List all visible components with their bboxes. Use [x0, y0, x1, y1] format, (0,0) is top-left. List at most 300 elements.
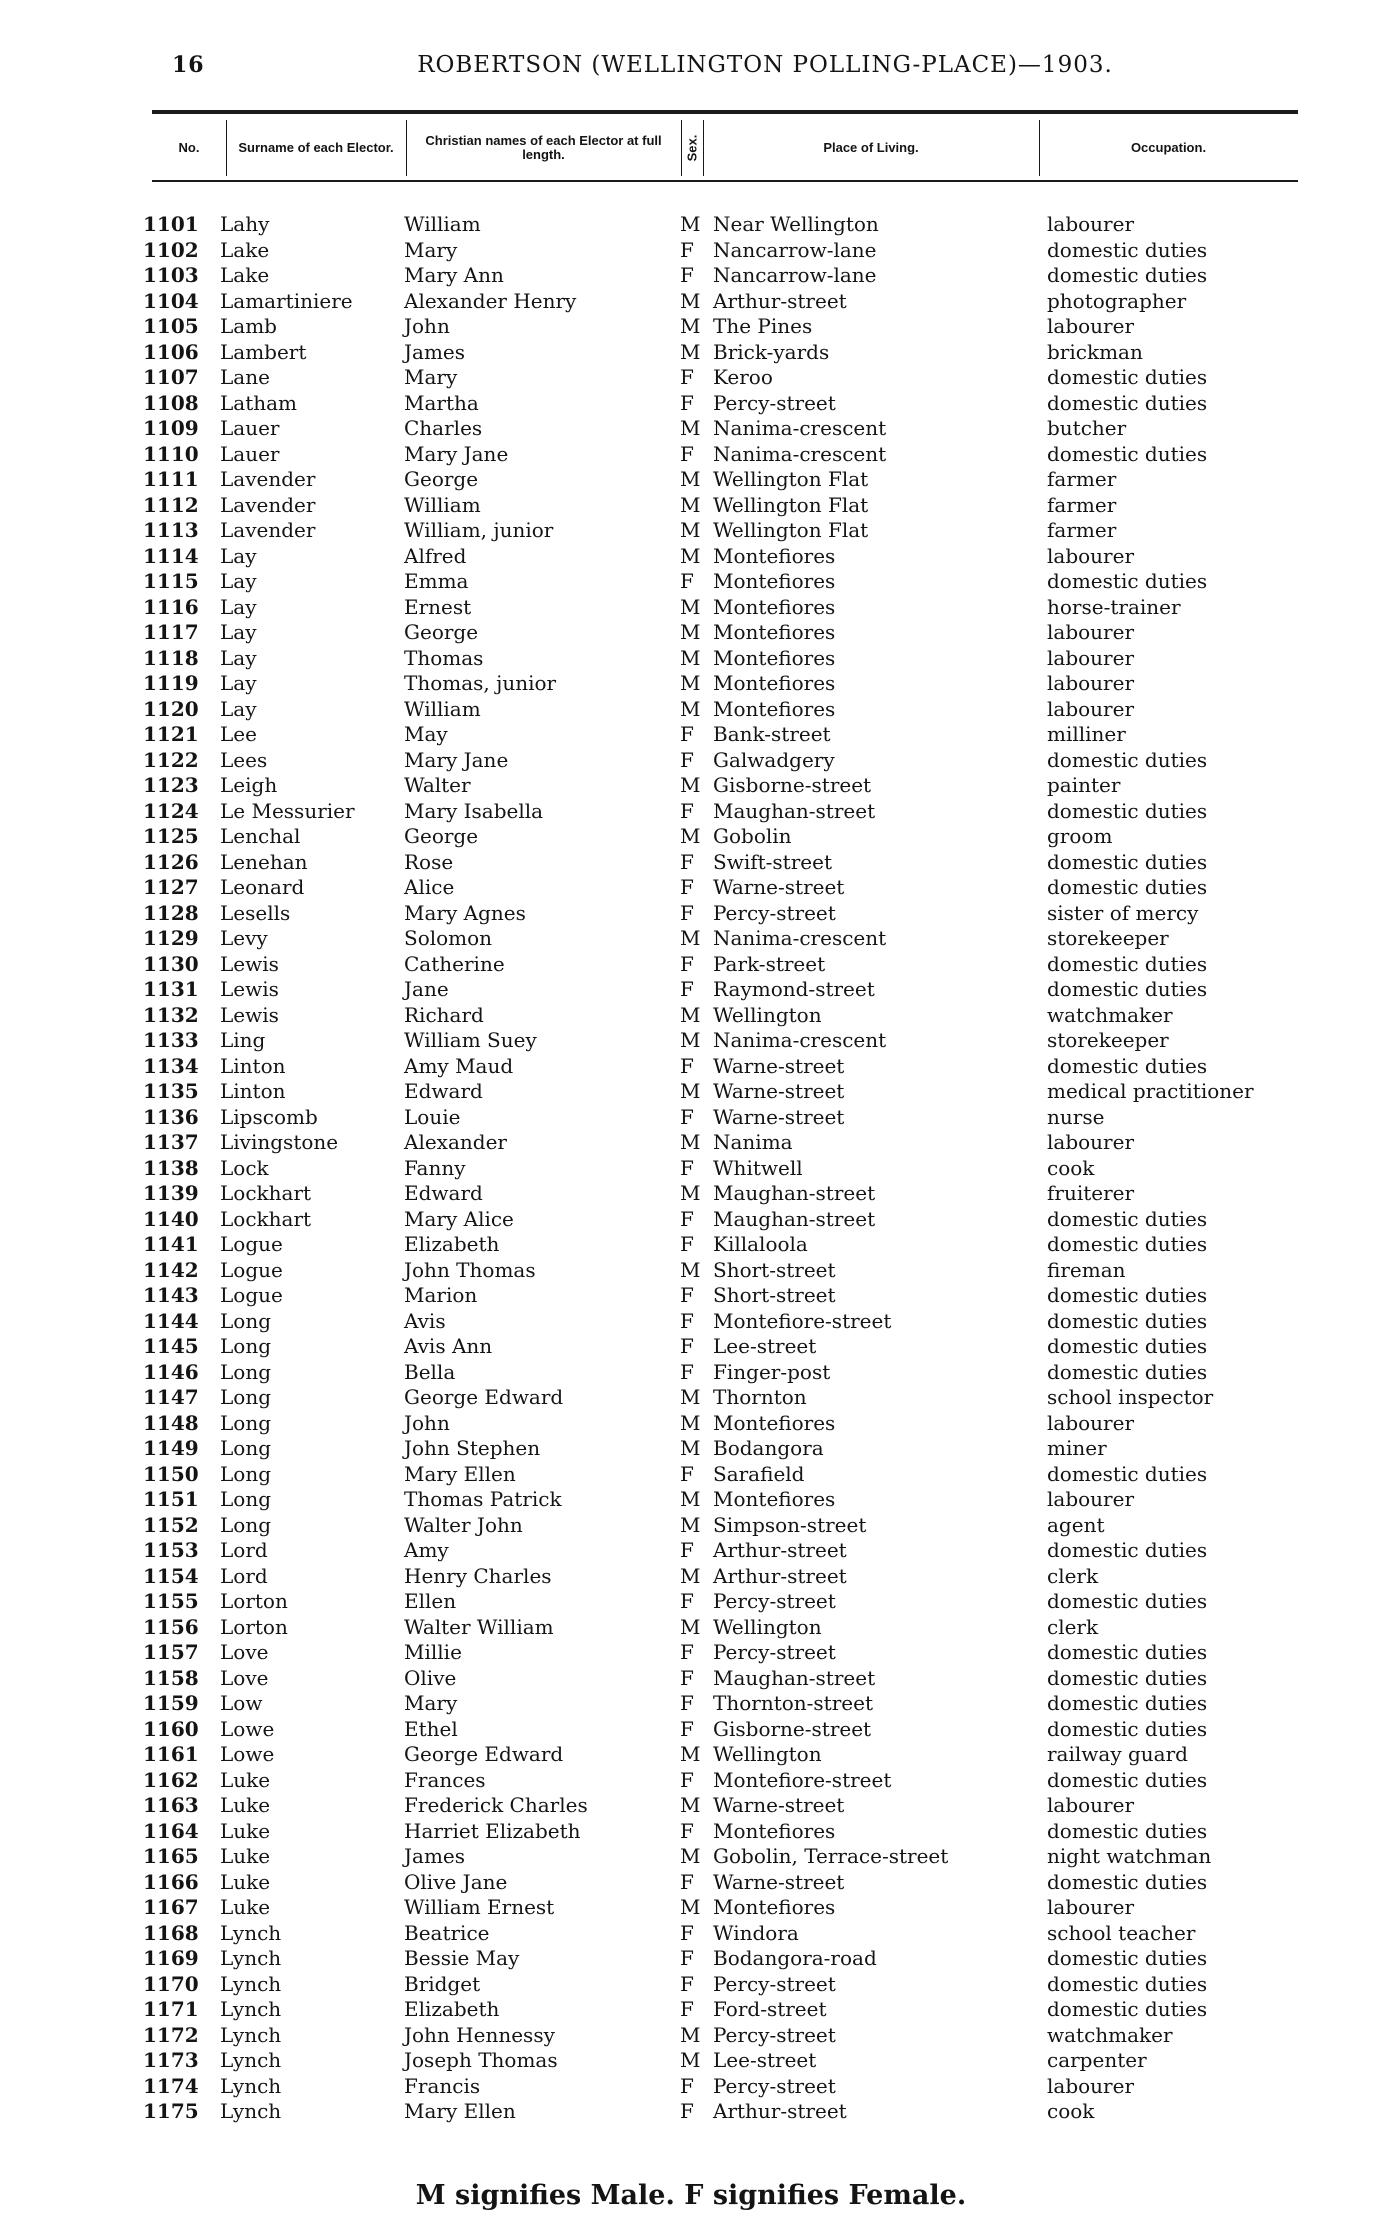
elector-christian-names: Mary Jane: [404, 747, 509, 772]
elector-christian-names: Mary Isabella: [404, 798, 544, 823]
table-row: [0, 1972, 1382, 1998]
elector-occupation: domestic duties: [1047, 1997, 1208, 2021]
elector-christian-names: Rose: [404, 849, 454, 874]
table-row: [0, 2023, 1382, 2049]
elector-sex: F: [680, 1869, 694, 1894]
elector-surname: Lay: [220, 543, 257, 568]
elector-number: 1158: [143, 1665, 199, 1690]
table-row: [0, 1207, 1382, 1233]
elector-surname: Lay: [220, 645, 257, 670]
elector-number: 1123: [143, 773, 199, 797]
elector-sex: F: [680, 1359, 694, 1384]
elector-christian-names: William: [404, 212, 481, 236]
col-header-sex-text: Sex.: [684, 134, 699, 162]
elector-occupation: agent: [1047, 1512, 1105, 1537]
elector-christian-names: Thomas Patrick: [404, 1487, 562, 1511]
elector-occupation: farmer: [1047, 492, 1117, 517]
elector-place: Swift-street: [713, 849, 832, 874]
elector-number: 1170: [143, 1971, 199, 1996]
table-row: [0, 467, 1382, 493]
elector-number: 1139: [143, 1181, 199, 1205]
elector-place: Warne-street: [713, 1793, 845, 1817]
elector-sex: M: [680, 645, 701, 670]
elector-sex: F: [680, 237, 694, 262]
elector-place: Percy-street: [713, 390, 836, 415]
elector-christian-names: George: [404, 620, 479, 644]
elector-surname: Lynch: [220, 1997, 282, 2021]
elector-occupation: domestic duties: [1047, 1767, 1208, 1792]
table-row: [0, 263, 1382, 289]
elector-christian-names: Alexander: [404, 1130, 507, 1154]
elector-number: 1129: [143, 926, 199, 950]
elector-occupation: domestic duties: [1047, 1232, 1208, 1256]
elector-number: 1150: [143, 1461, 199, 1486]
elector-occupation: labourer: [1047, 671, 1135, 695]
elector-number: 1141: [143, 1232, 199, 1256]
elector-surname: Lorton: [220, 1589, 288, 1613]
table-row: [0, 544, 1382, 570]
elector-occupation: farmer: [1047, 467, 1117, 491]
elector-occupation: domestic duties: [1047, 849, 1208, 874]
elector-surname: Lauer: [220, 416, 280, 440]
elector-place: Wellington Flat: [713, 467, 869, 491]
elector-surname: Luke: [220, 1767, 271, 1792]
table-row: [0, 1793, 1382, 1819]
elector-christian-names: Bella: [404, 1359, 456, 1384]
elector-christian-names: Amy Maud: [404, 1053, 514, 1078]
elector-number: 1115: [143, 569, 199, 593]
table-row: [0, 1717, 1382, 1743]
elector-sex: M: [680, 1130, 701, 1154]
elector-sex: M: [680, 1742, 701, 1766]
table-row: [0, 1997, 1382, 2023]
elector-place: Arthur-street: [713, 1538, 847, 1562]
elector-sex: F: [680, 1767, 694, 1792]
elector-christian-names: Edward: [404, 1079, 483, 1103]
elector-christian-names: Mary Ellen: [404, 2099, 516, 2123]
page-title: ROBERTSON (WELLINGTON POLLING-PLACE)—1903.: [417, 52, 1113, 78]
elector-surname: Luke: [220, 1844, 271, 1868]
elector-christian-names: May: [404, 722, 448, 746]
elector-christian-names: Mary Ann: [404, 263, 504, 287]
elector-number: 1151: [143, 1487, 199, 1511]
elector-sex: F: [680, 1461, 694, 1486]
elector-surname: Lavender: [220, 492, 316, 517]
elector-sex: M: [680, 824, 701, 848]
elector-occupation: domestic duties: [1047, 441, 1208, 466]
elector-occupation: labourer: [1047, 1793, 1135, 1817]
elector-place: Gisborne-street: [713, 1716, 872, 1741]
elector-surname: Lay: [220, 620, 257, 644]
elector-number: 1145: [143, 1334, 199, 1358]
table-row: [0, 1309, 1382, 1335]
elector-occupation: sister of mercy: [1047, 900, 1199, 925]
elector-number: 1149: [143, 1436, 199, 1460]
table-row: [0, 1768, 1382, 1794]
elector-place: Whitwell: [713, 1155, 803, 1180]
elector-christian-names: Thomas, junior: [404, 671, 557, 695]
elector-number: 1148: [143, 1410, 199, 1435]
elector-occupation: butcher: [1047, 416, 1127, 440]
elector-surname: Love: [220, 1640, 269, 1664]
elector-surname: Lord: [220, 1563, 268, 1588]
elector-sex: F: [680, 1691, 694, 1715]
page-header: [0, 52, 1382, 84]
elector-number: 1119: [143, 671, 199, 695]
elector-number: 1159: [143, 1691, 199, 1715]
elector-place: Short-street: [713, 1283, 836, 1307]
elector-christian-names: Alice: [404, 875, 455, 899]
elector-surname: Lenchal: [220, 824, 301, 848]
elector-christian-names: John Stephen: [404, 1436, 541, 1460]
elector-surname: Levy: [220, 926, 268, 950]
elector-place: Short-street: [713, 1257, 836, 1282]
elector-surname: Lauer: [220, 441, 280, 466]
elector-sex: M: [680, 2022, 701, 2047]
elector-place: Windora: [713, 1920, 799, 1945]
elector-sex: F: [680, 1334, 694, 1358]
table-row: [0, 595, 1382, 621]
elector-sex: F: [680, 365, 694, 389]
elector-occupation: horse-trainer: [1047, 594, 1181, 619]
elector-place: Montefiores: [713, 645, 836, 670]
elector-place: Killaloola: [713, 1232, 808, 1256]
elector-christian-names: Ernest: [404, 594, 472, 619]
elector-place: Nancarrow-lane: [713, 237, 877, 262]
elector-place: Warne-street: [713, 1869, 845, 1894]
elector-surname: Lay: [220, 696, 257, 721]
elector-occupation: painter: [1047, 773, 1121, 797]
elector-place: Percy-street: [713, 2022, 836, 2047]
elector-number: 1161: [143, 1742, 199, 1766]
elector-christian-names: Mary: [404, 365, 458, 389]
elector-surname: Lane: [220, 365, 270, 389]
elector-occupation: labourer: [1047, 212, 1135, 236]
elector-occupation: school teacher: [1047, 1920, 1196, 1945]
elector-place: Percy-street: [713, 1589, 836, 1613]
elector-place: Bodangora: [713, 1436, 824, 1460]
elector-place: Thornton: [713, 1385, 807, 1409]
table-row: [0, 2074, 1382, 2100]
elector-surname: Lee: [220, 722, 257, 746]
elector-number: 1173: [143, 2048, 199, 2072]
elector-surname: Luke: [220, 1818, 271, 1843]
table-row: [0, 722, 1382, 748]
elector-occupation: domestic duties: [1047, 1461, 1208, 1486]
elector-place: Gobolin: [713, 824, 792, 848]
table-row: [0, 314, 1382, 340]
elector-number: 1102: [143, 237, 199, 262]
table-row: [0, 1844, 1382, 1870]
elector-place: Percy-street: [713, 2073, 836, 2098]
elector-number: 1153: [143, 1538, 199, 1562]
elector-occupation: domestic duties: [1047, 1869, 1208, 1894]
table-row: [0, 799, 1382, 825]
elector-sex: M: [680, 212, 701, 236]
elector-number: 1136: [143, 1104, 199, 1129]
elector-sex: F: [680, 1104, 694, 1129]
elector-occupation: labourer: [1047, 543, 1135, 568]
elector-christian-names: Edward: [404, 1181, 483, 1205]
table-row: [0, 1513, 1382, 1539]
elector-number: 1156: [143, 1614, 199, 1639]
elector-surname: Lynch: [220, 1920, 282, 1945]
elector-christian-names: George Edward: [404, 1385, 564, 1409]
elector-surname: Lynch: [220, 2048, 282, 2072]
elector-sex: M: [680, 671, 701, 695]
elector-occupation: domestic duties: [1047, 798, 1208, 823]
column-headers: [152, 118, 1298, 182]
table-row: [0, 697, 1382, 723]
elector-christian-names: Charles: [404, 416, 483, 440]
table-row: [0, 901, 1382, 927]
elector-sex: M: [680, 1793, 701, 1817]
elector-place: Bank-street: [713, 722, 831, 746]
elector-sex: F: [680, 1946, 694, 1970]
elector-sex: M: [680, 1257, 701, 1282]
table-row: [0, 1003, 1382, 1029]
table-row: [0, 1283, 1382, 1309]
elector-christian-names: Mary: [404, 1691, 458, 1715]
elector-sex: F: [680, 849, 694, 874]
elector-number: 1167: [143, 1895, 199, 1919]
table-row: [0, 1385, 1382, 1411]
elector-christian-names: Emma: [404, 569, 469, 593]
elector-christian-names: Mary Agnes: [404, 900, 526, 925]
elector-sex: M: [680, 1079, 701, 1103]
elector-occupation: domestic duties: [1047, 1946, 1208, 1970]
elector-place: Warne-street: [713, 875, 845, 899]
table-row: [0, 1360, 1382, 1386]
elector-christian-names: Ellen: [404, 1589, 457, 1613]
elector-sex: F: [680, 1589, 694, 1613]
elector-number: 1107: [143, 365, 199, 389]
elector-number: 1103: [143, 263, 199, 287]
table-row: [0, 1334, 1382, 1360]
table-row: [0, 1411, 1382, 1437]
elector-number: 1171: [143, 1997, 199, 2021]
elector-number: 1125: [143, 824, 199, 848]
elector-christian-names: Olive Jane: [404, 1869, 508, 1894]
elector-surname: Lavender: [220, 467, 316, 491]
elector-place: Montefiores: [713, 671, 836, 695]
elector-number: 1110: [143, 441, 199, 466]
elector-sex: F: [680, 722, 694, 746]
elector-christian-names: Avis: [404, 1308, 446, 1333]
elector-occupation: labourer: [1047, 1895, 1135, 1919]
elector-place: Near Wellington: [713, 212, 879, 236]
elector-christian-names: Solomon: [404, 926, 493, 950]
elector-surname: Latham: [220, 390, 298, 415]
elector-number: 1112: [143, 492, 199, 517]
elector-place: Park-street: [713, 951, 826, 976]
sex-legend: M signifies Male. F signifies Female.: [415, 2180, 967, 2211]
elector-sex: F: [680, 875, 694, 899]
elector-place: Wellington: [713, 1742, 822, 1766]
elector-surname: Lahy: [220, 212, 270, 236]
elector-occupation: photographer: [1047, 288, 1187, 313]
elector-sex: M: [680, 1895, 701, 1919]
table-row: [0, 212, 1382, 238]
elector-place: Montefiore-street: [713, 1308, 892, 1333]
elector-surname: Luke: [220, 1869, 271, 1894]
elector-occupation: labourer: [1047, 620, 1135, 644]
elector-occupation: domestic duties: [1047, 1538, 1208, 1562]
table-row: [0, 365, 1382, 391]
elector-place: Arthur-street: [713, 2099, 847, 2123]
elector-surname: Livingstone: [220, 1130, 339, 1154]
elector-surname: Luke: [220, 1793, 271, 1817]
table-row: [0, 340, 1382, 366]
elector-christian-names: William: [404, 492, 481, 517]
elector-sex: F: [680, 263, 694, 287]
elector-christian-names: Thomas: [404, 645, 484, 670]
elector-number: 1143: [143, 1283, 199, 1307]
elector-number: 1109: [143, 416, 199, 440]
elector-occupation: domestic duties: [1047, 1334, 1208, 1358]
table-row: [0, 1538, 1382, 1564]
elector-sex: F: [680, 1232, 694, 1256]
elector-sex: M: [680, 339, 701, 364]
elector-sex: M: [680, 620, 701, 644]
elector-sex: F: [680, 1155, 694, 1180]
elector-place: Percy-street: [713, 1971, 836, 1996]
elector-surname: Lynch: [220, 1946, 282, 1970]
table-row: [0, 2099, 1382, 2125]
elector-surname: Lynch: [220, 2099, 282, 2123]
elector-place: Warne-street: [713, 1079, 845, 1103]
elector-number: 1168: [143, 1920, 199, 1945]
elector-christian-names: Mary Ellen: [404, 1461, 516, 1486]
elector-occupation: labourer: [1047, 1487, 1135, 1511]
table-row: [0, 1870, 1382, 1896]
elector-number: 1104: [143, 288, 199, 313]
table-row: [0, 1156, 1382, 1182]
elector-number: 1111: [143, 467, 199, 491]
elector-number: 1114: [143, 543, 199, 568]
elector-sex: F: [680, 951, 694, 976]
elector-place: Galwadgery: [713, 747, 835, 772]
col-header-sex: [681, 118, 703, 178]
elector-christian-names: Frances: [404, 1767, 486, 1792]
elector-occupation: domestic duties: [1047, 1691, 1208, 1715]
elector-sex: F: [680, 900, 694, 925]
table-row: [0, 1181, 1382, 1207]
elector-place: Nanima-crescent: [713, 416, 887, 440]
elector-number: 1106: [143, 339, 199, 364]
elector-place: The Pines: [713, 314, 813, 338]
elector-place: Gisborne-street: [713, 773, 872, 797]
table-row: [0, 926, 1382, 952]
elector-christian-names: George: [404, 467, 479, 491]
elector-sex: F: [680, 977, 694, 1001]
table-row: [0, 1105, 1382, 1131]
elector-christian-names: William Ernest: [404, 1895, 555, 1919]
table-row: [0, 1028, 1382, 1054]
elector-christian-names: Beatrice: [404, 1920, 490, 1945]
elector-number: 1124: [143, 798, 199, 823]
elector-sex: M: [680, 1436, 701, 1460]
elector-christian-names: George: [404, 824, 479, 848]
table-row: [0, 1640, 1382, 1666]
elector-occupation: cook: [1047, 2099, 1095, 2123]
elector-sex: F: [680, 1053, 694, 1078]
elector-occupation: domestic duties: [1047, 237, 1208, 262]
elector-number: 1118: [143, 645, 199, 670]
elector-place: Montefiores: [713, 1410, 836, 1435]
elector-place: Montefiores: [713, 543, 836, 568]
col-header-christian-names: Christian names of each Elector at full length.: [425, 133, 662, 162]
elector-surname: Logue: [220, 1232, 283, 1256]
table-row: [0, 1589, 1382, 1615]
elector-sex: F: [680, 1997, 694, 2021]
elector-occupation: domestic duties: [1047, 390, 1208, 415]
elector-place: Maughan-street: [713, 1181, 876, 1205]
elector-place: Lee-street: [713, 1334, 817, 1358]
elector-surname: Lowe: [220, 1716, 275, 1741]
elector-place: Percy-street: [713, 900, 836, 925]
elector-christian-names: Marion: [404, 1283, 478, 1307]
elector-christian-names: Louie: [404, 1104, 461, 1129]
elector-place: Nanima-crescent: [713, 441, 887, 466]
elector-number: 1138: [143, 1155, 199, 1180]
elector-occupation: domestic duties: [1047, 1308, 1208, 1333]
table-row: [0, 569, 1382, 595]
elector-sex: M: [680, 518, 701, 542]
elector-sex: F: [680, 1308, 694, 1333]
table-row: [0, 824, 1382, 850]
table-row: [0, 1921, 1382, 1947]
table-row: [0, 1462, 1382, 1488]
elector-occupation: domestic duties: [1047, 263, 1208, 287]
elector-occupation: milliner: [1047, 722, 1126, 746]
elector-christian-names: Bessie May: [404, 1946, 520, 1970]
elector-place: Ford-street: [713, 1997, 827, 2021]
elector-sex: F: [680, 1665, 694, 1690]
elector-occupation: labourer: [1047, 696, 1135, 721]
elector-number: 1131: [143, 977, 199, 1001]
elector-occupation: domestic duties: [1047, 1818, 1208, 1843]
elector-place: Wellington Flat: [713, 492, 869, 517]
elector-occupation: domestic duties: [1047, 951, 1208, 976]
elector-christian-names: John: [404, 1410, 450, 1435]
elector-sex: M: [680, 1487, 701, 1511]
elector-occupation: watchmaker: [1047, 2022, 1173, 2047]
table-row: [0, 1742, 1382, 1768]
elector-place: Warne-street: [713, 1053, 845, 1078]
elector-occupation: fruiterer: [1047, 1181, 1135, 1205]
elector-place: Nanima-crescent: [713, 926, 887, 950]
elector-occupation: domestic duties: [1047, 569, 1208, 593]
elector-number: 1130: [143, 951, 199, 976]
elector-sex: M: [680, 1002, 701, 1027]
table-row: [0, 646, 1382, 672]
elector-place: Montefiores: [713, 696, 836, 721]
elector-number: 1175: [143, 2099, 199, 2123]
table-row: [0, 1130, 1382, 1156]
elector-surname: Lipscomb: [220, 1104, 318, 1129]
elector-christian-names: Martha: [404, 390, 479, 415]
elector-sex: F: [680, 1538, 694, 1562]
elector-number: 1134: [143, 1053, 199, 1078]
elector-place: Nancarrow-lane: [713, 263, 877, 287]
elector-occupation: domestic duties: [1047, 1589, 1208, 1613]
elector-number: 1146: [143, 1359, 199, 1384]
elector-number: 1140: [143, 1206, 199, 1231]
elector-christian-names: Ethel: [404, 1716, 458, 1741]
elector-place: Arthur-street: [713, 288, 847, 313]
elector-christian-names: Frederick Charles: [404, 1793, 588, 1817]
